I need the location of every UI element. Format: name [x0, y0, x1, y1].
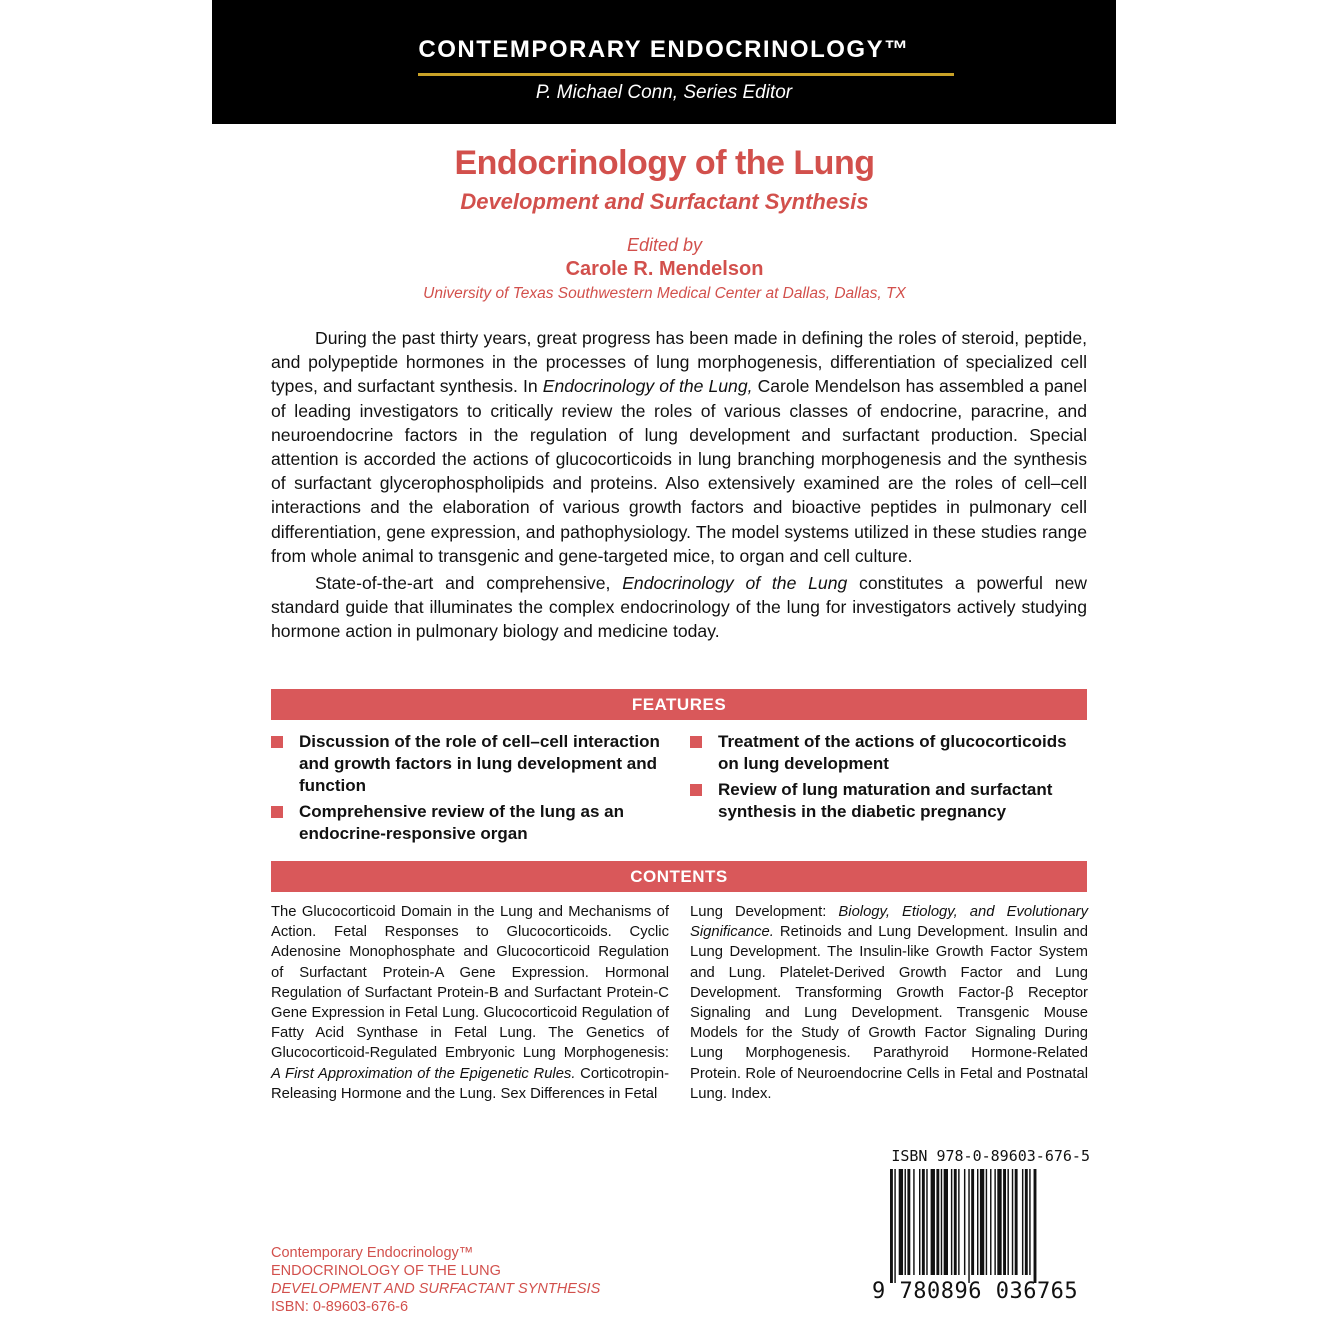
barcode-bar — [913, 1169, 914, 1275]
feature-text: Treatment of the actions of glucocorticoids on lung development — [718, 732, 1067, 773]
barcode-bar — [890, 1169, 893, 1283]
text-run: During the past thirty years, great progress has been made in defining the roles of steroid, peptide, and polypeptide hormones in the processes of lung morphogenesis, differentiation of specialized cell types, and surfactant synthesis. In — [271, 328, 1087, 397]
barcode-bar — [919, 1169, 920, 1275]
italic-run: A First Approximation of the Epigenetic Rules. — [271, 1065, 576, 1082]
imprint-subtitle: DEVELOPMENT AND SURFACTANT SYNTHESIS — [271, 1281, 601, 1297]
editor-affiliation: University of Texas Southwestern Medical Center at Dallas, Dallas, TX — [423, 285, 906, 302]
feature-item — [271, 801, 671, 845]
book-description — [271, 326, 1087, 644]
bullet-square-icon — [271, 806, 283, 818]
barcode-bar — [968, 1169, 969, 1283]
barcode-bar — [936, 1169, 939, 1275]
text-run: constitutes a powerful new standard guide that illuminates the complex endocrinology of the lung for investigators actively studying hormone action in pulmonary biology and medicine today. — [271, 573, 1088, 642]
features-right-column — [690, 731, 1087, 827]
text-run: The Glucocorticoid Domain in the Lung and Mechanisms of Action. Fetal Responses to Glucocorticoids. Cyclic Adenosine Monophosphate and Glucocorticoid Regulation of Surfactant Protein-A Gene Expression. Hormonal Regulation of Surfactant Protein-B and Surfactant Protein-C Gene Expression in Fetal Lung. Glucocorticoid Regulation of Fatty Acid Synthase in Fetal Lung. The Genetics of Glucocorticoid-Regulated Embryonic Lung Morphogenesis: — [271, 904, 669, 1062]
italic-title-run: Endocrinology of the Lung — [622, 573, 848, 594]
barcode-number: 9 780896 036765 — [872, 1279, 1079, 1304]
barcode-bar — [1034, 1169, 1037, 1283]
contents-heading-bar: CONTENTS — [271, 861, 1087, 892]
feature-item — [690, 779, 1087, 823]
feature-text: Review of lung maturation and surfactant synthesis in the diabetic pregnancy — [718, 780, 1053, 821]
barcode-bar — [922, 1169, 925, 1275]
barcode-icon — [890, 1169, 1090, 1283]
barcode-bar — [1012, 1169, 1013, 1275]
text-run: State-of-the-art and comprehensive, — [315, 573, 623, 594]
editor-name: Carole R. Mendelson — [565, 258, 764, 280]
italic-title-run: Endocrinology of the Lung, — [542, 376, 753, 397]
barcode-bar — [907, 1169, 910, 1275]
description-paragraph-1 — [271, 326, 1087, 568]
barcode-bar — [926, 1169, 927, 1275]
description-paragraph-2 — [271, 571, 1087, 644]
barcode-bar — [1015, 1169, 1018, 1275]
barcode-bar — [980, 1169, 984, 1275]
barcode-bar — [931, 1169, 935, 1275]
isbn-label: ISBN 978-0-89603-676-5 — [891, 1147, 1090, 1165]
barcode-bar — [894, 1169, 895, 1283]
barcode-bar — [1025, 1169, 1028, 1275]
imprint-title: ENDOCRINOLOGY OF THE LUNG — [271, 1263, 501, 1279]
barcode-bar — [990, 1169, 991, 1275]
barcode-bar — [964, 1169, 965, 1275]
barcode-bar — [1003, 1169, 1006, 1275]
book-title: Endocrinology of the Lung — [454, 144, 875, 182]
text-run: Carole Mendelson has assembled a panel of leading investigators to critically review the roles of various classes of endocrine, paracrine, and neuroendocrine factors in the regulation of lung development and surfactant production. Special attention is accorded the actions of glucocorticoids in lung branching morphogenesis and the synthesis of surfactant glycerophospholipids and proteins. Also extensively examined are the roles of cell–cell interactions and the elaboration of various growth factors and bioactive peptides in pulmonary cell differentiation, gene expression, and pathophysiology. The model systems utilized in these studies range from whole animal to transgenic and gene-targeted mice, to organ and cell culture. — [271, 376, 1087, 566]
barcode-bar — [905, 1169, 906, 1275]
barcode-bar — [958, 1169, 959, 1275]
feature-text: Comprehensive review of the lung as an endocrine-responsive organ — [299, 802, 624, 843]
imprint-block — [271, 1244, 600, 1316]
barcode-bar — [971, 1169, 974, 1275]
features-left-column — [271, 731, 671, 849]
barcode-bar — [941, 1169, 942, 1275]
feature-item — [690, 731, 1087, 775]
barcode-bar — [944, 1169, 948, 1275]
barcode-bar — [954, 1169, 957, 1275]
bullet-square-icon — [690, 784, 702, 796]
barcode-bar — [1007, 1169, 1008, 1275]
series-header — [212, 0, 1116, 124]
bullet-square-icon — [271, 736, 283, 748]
contents-column-1 — [271, 902, 669, 1104]
barcode-bar — [1029, 1169, 1030, 1275]
barcode-bar — [951, 1169, 952, 1275]
imprint-isbn: ISBN: 0-89603-676-6 — [271, 1299, 409, 1315]
text-run: Lung Development: — [690, 904, 839, 920]
feature-text: Discussion of the role of cell–cell interaction and growth factors in lung development and function — [299, 732, 660, 795]
barcode-bar — [899, 1169, 903, 1275]
series-editor: P. Michael Conn, Series Editor — [535, 82, 793, 103]
italic-run: Biology, Etiology, and Evolutionary Significance. — [690, 904, 1088, 941]
feature-item — [271, 731, 671, 797]
text-run: Corticotropin-Releasing Hormone and the Lung. Sex Differences in Fetal — [271, 1065, 669, 1102]
book-subtitle: Development and Surfactant Synthesis — [460, 189, 869, 214]
edited-by-label: Edited by — [626, 235, 703, 255]
contents-column-2 — [690, 902, 1088, 1104]
barcode-bar — [997, 1169, 1001, 1275]
bullet-square-icon — [690, 736, 702, 748]
barcode-bar — [986, 1169, 987, 1275]
features-heading-bar: FEATURES — [271, 689, 1087, 720]
imprint-series: Contemporary Endocrinology™ — [271, 1245, 474, 1261]
series-rule — [418, 73, 954, 76]
barcode-bar — [994, 1169, 995, 1275]
barcode-bar — [1022, 1169, 1023, 1275]
text-run: Retinoids and Lung Development. Insulin and Lung Development. The Insulin-like Growth Factor System and Lung. Platelet-Derived Growth Factor and Lung Development. Transforming Growth Factor-β Receptor Signaling and Lung Development. Transgenic Mouse Models for the Study of Growth Factor Signaling During Lung Morphogenesis. Parathyroid Hormone-Related Protein. Role of Neuroendocrine Cells in Fetal and Postnatal Lung. Index. — [690, 924, 1088, 1102]
barcode-bar — [977, 1169, 978, 1275]
series-title: CONTEMPORARY ENDOCRINOLOGY™ — [418, 36, 910, 63]
